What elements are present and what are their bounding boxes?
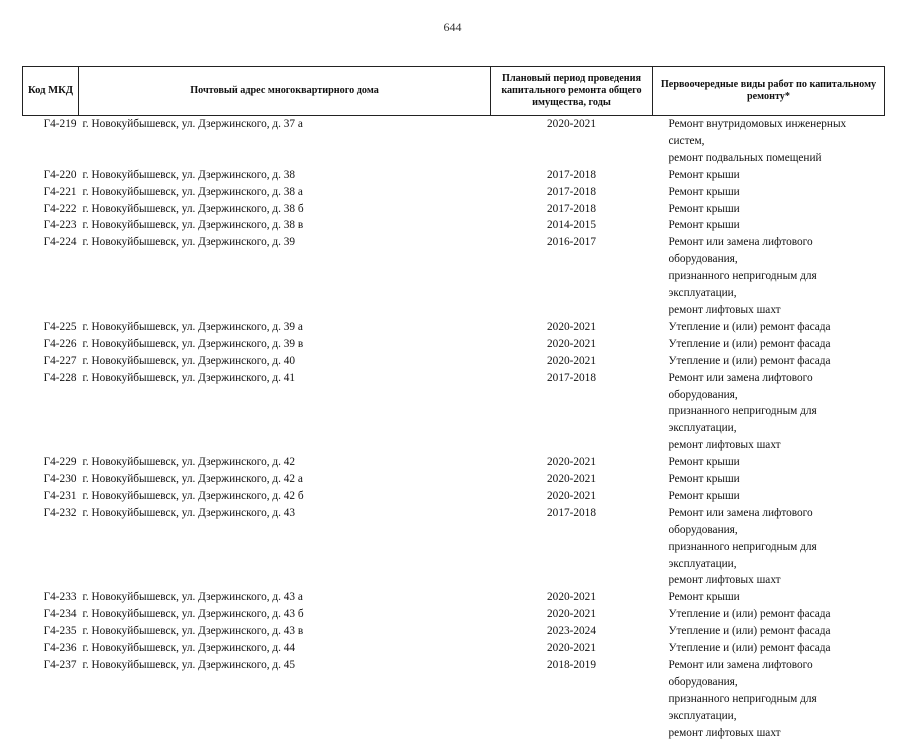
repair-period: 2014-2015 [547, 219, 596, 232]
table-body [23, 116, 885, 742]
repair-work-line: признанного непригодным для эксплуатации, [668, 405, 817, 435]
building-address: г. Новокуйбышевск, ул. Дзержинского, д. 39 в [82, 337, 304, 350]
repair-work-line: ремонт лифтовых шахт [668, 574, 781, 587]
table-row [23, 184, 885, 201]
header-period: Плановый период проведения капитального ремонта общего имущества, годы [491, 67, 653, 116]
table-row [23, 623, 885, 640]
table-row [23, 606, 885, 623]
repair-works [653, 217, 885, 234]
repair-work-line: Ремонт или замена лифтового оборудования, [668, 371, 813, 401]
repair-work-line: Ремонт крыши [668, 168, 740, 181]
repair-period: 2020-2021 [547, 642, 596, 655]
repair-period: 2020-2021 [547, 489, 596, 502]
table-row [23, 167, 885, 184]
repair-works [653, 116, 885, 167]
capital-repair-table [22, 66, 885, 742]
building-code: Г4-219 [43, 118, 77, 130]
repair-works [653, 505, 885, 590]
repair-works [653, 640, 885, 657]
repair-works [653, 184, 885, 201]
building-address: г. Новокуйбышевск, ул. Дзержинского, д. 43 в [82, 625, 304, 638]
repair-work-line: признанного непригодным для эксплуатации, [668, 692, 817, 722]
table-row [23, 505, 885, 590]
repair-period: 2017-2018 [547, 185, 596, 198]
table-row [23, 370, 885, 455]
table-row [23, 336, 885, 353]
repair-work-line: ремонт подвальных помещений [668, 151, 822, 164]
repair-period: 2020-2021 [547, 337, 596, 350]
repair-work-line: Утепление и (или) ремонт фасада [668, 625, 831, 638]
building-code: Г4-222 [43, 202, 77, 215]
building-code: Г4-229 [43, 456, 77, 469]
building-address: г. Новокуйбышевск, ул. Дзержинского, д. 45 [82, 659, 296, 671]
table-row [23, 488, 885, 505]
building-code: Г4-234 [43, 608, 77, 621]
building-code: Г4-220 [43, 168, 77, 181]
repair-period: 2020-2021 [547, 320, 596, 333]
table-row [23, 319, 885, 336]
repair-work-line: ремонт лифтовых шахт [668, 303, 781, 316]
repair-work-line: Ремонт крыши [668, 202, 740, 215]
building-code: Г4-221 [43, 185, 77, 198]
repair-period: 2020-2021 [547, 473, 596, 486]
repair-works [653, 606, 885, 623]
repair-work-line: признанного непригодным для эксплуатации, [668, 270, 817, 300]
table-row [23, 640, 885, 657]
building-address: г. Новокуйбышевск, ул. Дзержинского, д. 39 [82, 236, 296, 249]
building-code: Г4-230 [43, 473, 77, 486]
table-row [23, 234, 885, 319]
building-code: Г4-224 [43, 236, 77, 249]
repair-works [653, 319, 885, 336]
repair-period: 2020-2021 [547, 354, 596, 367]
building-address: г. Новокуйбышевск, ул. Дзержинского, д. 43 [82, 506, 296, 519]
repair-period: 2020-2021 [547, 118, 596, 130]
repair-works [653, 336, 885, 353]
repair-work-line: Утепление и (или) ремонт фасада [668, 608, 831, 621]
building-code: Г4-231 [43, 489, 77, 502]
repair-work-line: Ремонт крыши [668, 456, 740, 469]
building-address: г. Новокуйбышевск, ул. Дзержинского, д. 38 в [82, 219, 304, 232]
repair-works [653, 623, 885, 640]
repair-work-line: Ремонт или замена лифтового оборудования, [668, 236, 813, 266]
building-address: г. Новокуйбышевск, ул. Дзержинского, д. 43 б [82, 608, 304, 621]
building-address: г. Новокуйбышевск, ул. Дзержинского, д. 38 б [82, 202, 304, 215]
building-address: г. Новокуйбышевск, ул. Дзержинского, д. 38 [82, 168, 296, 181]
repair-period: 2016-2017 [547, 236, 596, 249]
table-row [23, 353, 885, 370]
table-row [23, 454, 885, 471]
building-address: г. Новокуйбышевск, ул. Дзержинского, д. 38 а [82, 185, 303, 198]
repair-work-line: Ремонт крыши [668, 591, 740, 604]
building-code: Г4-223 [43, 219, 77, 232]
building-code: Г4-233 [43, 591, 77, 604]
repair-work-line: Ремонт крыши [668, 489, 740, 502]
table-row [23, 589, 885, 606]
building-code: Г4-227 [43, 354, 77, 367]
building-address: г. Новокуйбышевск, ул. Дзержинского, д. 40 [82, 354, 296, 367]
repair-period: 2018-2019 [547, 659, 596, 671]
repair-works [653, 657, 885, 742]
repair-period: 2017-2018 [547, 168, 596, 181]
repair-period: 2020-2021 [547, 608, 596, 621]
building-address: г. Новокуйбышевск, ул. Дзержинского, д. 42 а [82, 473, 303, 486]
repair-work-line: Ремонт или замена лифтового оборудования, [668, 506, 813, 536]
repair-work-line: ремонт лифтовых шахт [668, 726, 781, 739]
table-row [23, 201, 885, 218]
repair-work-line: ремонт лифтовых шахт [668, 439, 781, 452]
repair-work-line: Ремонт крыши [668, 185, 740, 198]
building-code: Г4-236 [43, 642, 77, 655]
building-address: г. Новокуйбышевск, ул. Дзержинского, д. 44 [82, 642, 296, 655]
repair-works [653, 488, 885, 505]
building-code: Г4-225 [43, 320, 77, 333]
table-row [23, 471, 885, 488]
repair-works [653, 589, 885, 606]
table-header [23, 67, 885, 116]
repair-period: 2020-2021 [547, 456, 596, 469]
repair-work-line: Ремонт крыши [668, 473, 740, 486]
repair-works [653, 370, 885, 455]
table-row [23, 657, 885, 742]
building-address: г. Новокуйбышевск, ул. Дзержинского, д. 39 а [82, 320, 303, 333]
page-number: 644 [443, 20, 462, 34]
repair-work-line: Утепление и (или) ремонт фасада [668, 320, 831, 333]
building-code: Г4-226 [43, 337, 77, 350]
repair-work-line: Ремонт внутридомовых инженерных систем, [668, 118, 847, 147]
building-code: Г4-237 [43, 659, 77, 671]
repair-period: 2020-2021 [547, 591, 596, 604]
building-code: Г4-228 [43, 371, 77, 384]
building-address: г. Новокуйбышевск, ул. Дзержинского, д. 42 б [82, 489, 304, 502]
table-row [23, 116, 885, 167]
repair-period: 2017-2018 [547, 371, 596, 384]
repair-work-line: Утепление и (или) ремонт фасада [668, 354, 831, 367]
header-address: Почтовый адрес многоквартирного дома [79, 67, 491, 116]
table-row [23, 217, 885, 234]
repair-work-line: Утепление и (или) ремонт фасада [668, 337, 831, 350]
building-address: г. Новокуйбышевск, ул. Дзержинского, д. 43 а [82, 591, 303, 604]
repair-works [653, 454, 885, 471]
repair-work-line: признанного непригодным для эксплуатации, [668, 540, 817, 570]
repair-works [653, 234, 885, 319]
repair-works [653, 353, 885, 370]
building-address: г. Новокуйбышевск, ул. Дзержинского, д. 37 а [82, 118, 303, 130]
repair-work-line: Ремонт или замена лифтового оборудования, [668, 659, 813, 688]
repair-period: 2017-2018 [547, 202, 596, 215]
repair-period: 2023-2024 [547, 625, 596, 638]
repair-works [653, 471, 885, 488]
repair-work-line: Ремонт крыши [668, 219, 740, 232]
building-code: Г4-232 [43, 506, 77, 519]
building-address: г. Новокуйбышевск, ул. Дзержинского, д. 41 [82, 371, 296, 384]
building-code: Г4-235 [43, 625, 77, 638]
repair-work-line: Утепление и (или) ремонт фасада [668, 642, 831, 655]
repair-period: 2017-2018 [547, 506, 596, 519]
repair-works [653, 167, 885, 184]
header-code: Код МКД [23, 67, 79, 116]
repair-works [653, 201, 885, 218]
building-address: г. Новокуйбышевск, ул. Дзержинского, д. 42 [82, 456, 296, 469]
header-works: Первоочередные виды работ по капитальному ремонту* [653, 67, 885, 116]
